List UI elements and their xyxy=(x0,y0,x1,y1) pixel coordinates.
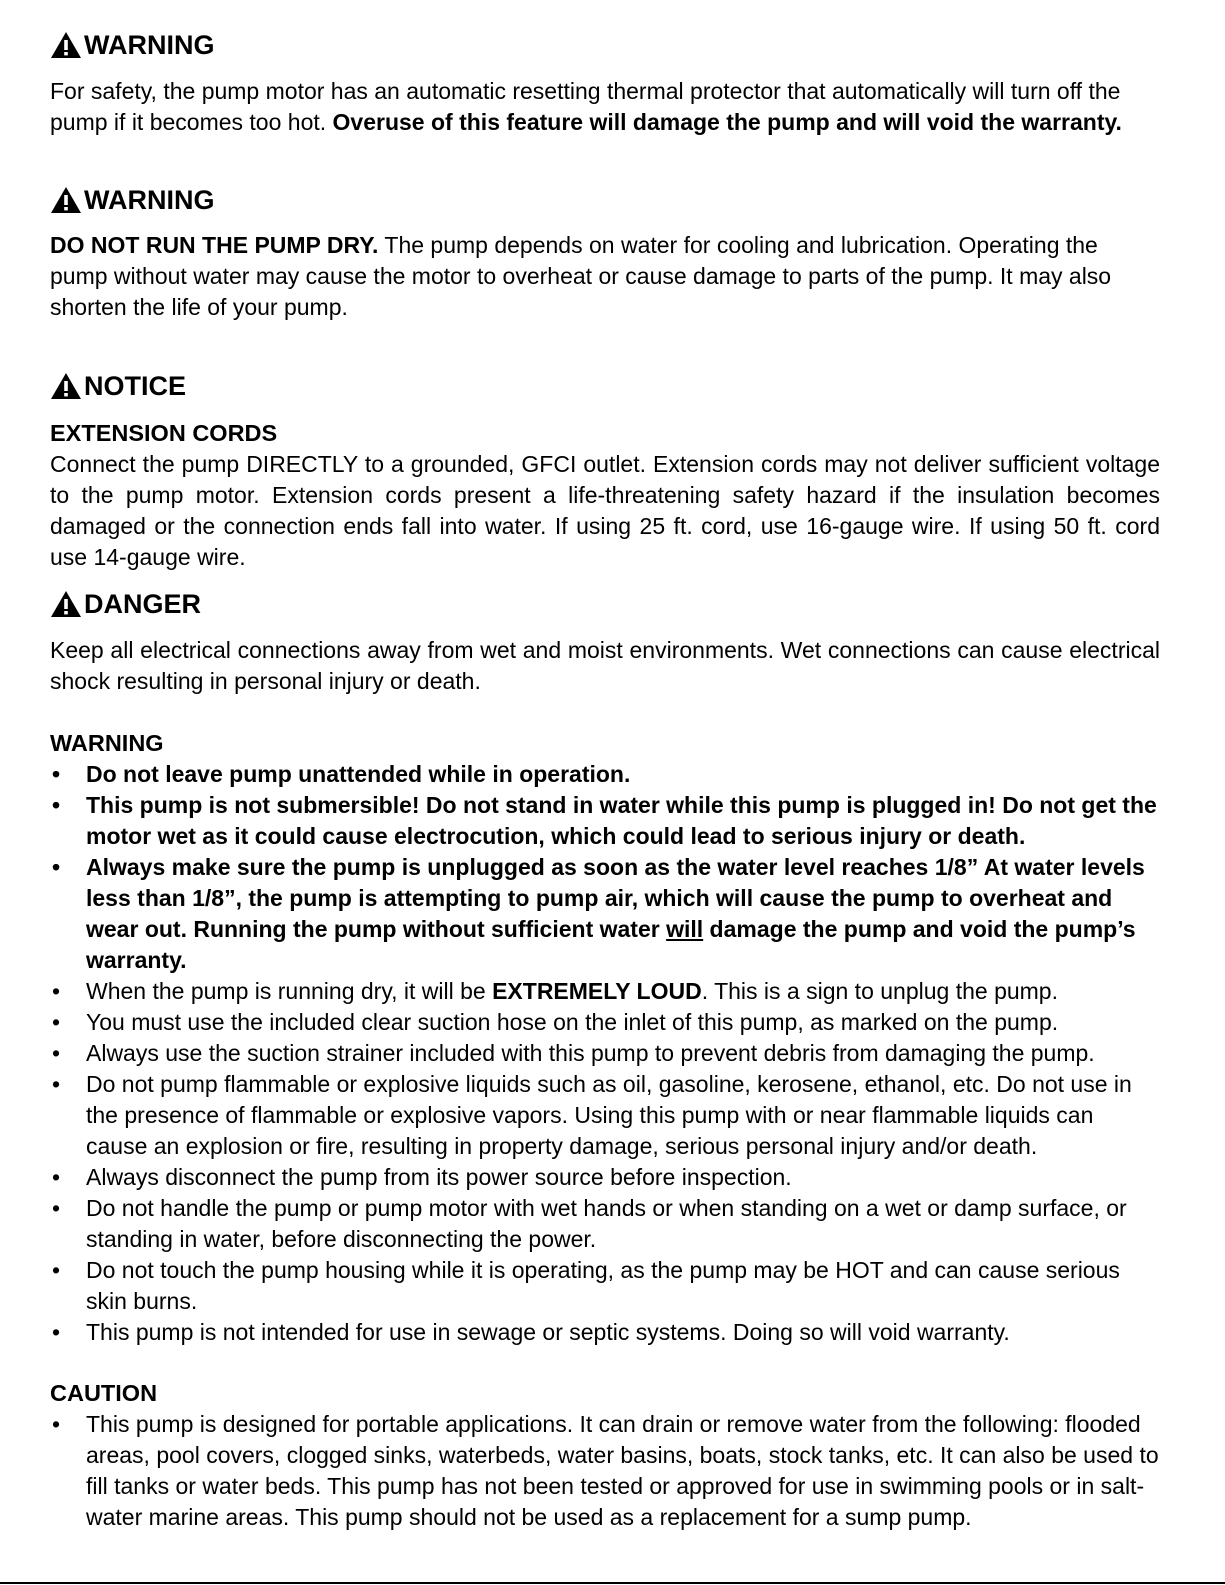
bullet-icon: • xyxy=(52,792,61,818)
list-item xyxy=(50,1162,1160,1193)
list-item-text: Do not pump flammable or explosive liquids such as oil, gasoline, kerosene, ethanol, etc. Do not use in the presence of flammable or explosive vapors. Using this pump with or near flammable liquids can cause an explosion or fire, resulting in property damage, serious personal injury and/or death. xyxy=(86,1071,1132,1159)
extremely-loud-text: EXTREMELY LOUD xyxy=(492,978,702,1004)
warning-thermal-text xyxy=(50,76,1160,138)
notice-heading xyxy=(50,371,1160,401)
warning-list-section xyxy=(50,728,1160,1348)
warning-triangle-icon xyxy=(50,590,82,618)
run-dry-explanation: The pump depends on water for cooling and lubrication. Operating the pump without water may cause the motor to overheat or cause damage to parts of the pump. It may also shorten the life of your pump. xyxy=(50,232,1112,320)
bullet-icon: • xyxy=(52,978,61,1004)
list-item-text: This pump is designed for portable applications. It can drain or remove water from the following: flooded areas, pool covers, clogged sinks, waterbeds, water basins, boats, stock tanks, etc. It can also be used to fill tanks or water beds. This pump has not been tested or approved for use in swimming pools or in salt-water marine areas. This pump should not be used as a replacement for a sump pump. xyxy=(86,1411,1159,1530)
list-item-text: Always disconnect the pump from its power source before inspection. xyxy=(86,1164,792,1190)
warning-list xyxy=(50,759,1160,1348)
page-bottom-rule xyxy=(0,1582,1225,1584)
do-not-run-dry-label: DO NOT RUN THE PUMP DRY. xyxy=(50,232,379,258)
danger-title: DANGER xyxy=(84,589,202,619)
list-item-text: . This is a sign to unplug the pump. xyxy=(701,978,1058,1004)
overuse-warning-text: Overuse of this feature will damage the pump and will void the warranty. xyxy=(332,109,1122,135)
list-item xyxy=(50,1193,1160,1255)
bullet-icon: • xyxy=(52,1257,61,1283)
bullet-icon: • xyxy=(52,1319,61,1345)
caution-title: CAUTION xyxy=(50,1380,158,1406)
list-item-text: When the pump is running dry, it will be xyxy=(86,978,493,1004)
warning-heading xyxy=(50,185,1160,215)
notice-section xyxy=(50,371,1160,573)
warning-title: WARNING xyxy=(84,30,215,60)
warning-triangle-icon xyxy=(50,31,82,59)
underlined-will-text: will xyxy=(666,916,704,942)
bullet-icon: • xyxy=(52,1164,61,1190)
list-item-text: You must use the included clear suction hose on the inlet of this pump, as marked on the pump. xyxy=(86,1009,1059,1035)
warning-section-2 xyxy=(50,185,1160,323)
run-dry-text xyxy=(50,230,1160,323)
bullet-icon: • xyxy=(52,761,61,787)
list-item-text: Do not handle the pump or pump motor with wet hands or when standing on a wet or damp surface, or standing in water, before disconnecting the power. xyxy=(86,1195,1127,1252)
bullet-icon: • xyxy=(52,1071,61,1097)
danger-section xyxy=(50,589,1160,697)
list-item xyxy=(50,759,1160,790)
warning-triangle-icon xyxy=(50,186,82,214)
list-item xyxy=(50,852,1160,976)
list-item-text: This pump is not intended for use in sewage or septic systems. Doing so will void warranty. xyxy=(86,1319,1010,1345)
list-item xyxy=(50,976,1160,1007)
list-item xyxy=(50,790,1160,852)
list-item xyxy=(50,1317,1160,1348)
list-item-text: Do not touch the pump housing while it is operating, as the pump may be HOT and can cause serious skin burns. xyxy=(86,1257,1120,1314)
list-item-text: Always use the suction strainer included with this pump to prevent debris from damaging the pump. xyxy=(86,1040,1095,1066)
extension-cords-subtitle: EXTENSION CORDS xyxy=(50,420,278,446)
list-item xyxy=(50,1007,1160,1038)
warning-heading xyxy=(50,30,1160,60)
warning-triangle-icon xyxy=(50,372,82,400)
warning-title: WARNING xyxy=(84,185,215,215)
list-item xyxy=(50,1409,1160,1533)
list-item-text: Do not leave pump unattended while in operation. xyxy=(86,761,631,787)
extension-cords-text: Connect the pump DIRECTLY to a grounded, GFCI outlet. Extension cords may not deliver sufficient voltage to the pump motor. Extension cords present a life-threatening safety hazard if the insulation becomes damaged or the connection ends fall into water. If using 25 ft. cord, use 16-gauge wire. If using 50 ft. cord use 14-gauge wire. xyxy=(50,451,1160,570)
danger-heading xyxy=(50,589,1160,619)
list-item-text: This pump is not submersible! Do not stand in water while this pump is plugged in! Do not get the motor wet as it could cause electrocution, which could lead to serious injury or death. xyxy=(86,792,1157,849)
warning-section-1 xyxy=(50,30,1160,138)
bullet-icon: • xyxy=(52,1009,61,1035)
thermal-protector-text: For safety, the pump motor has an automatic resetting thermal protector that automatically will turn off the pump if it becomes too hot. xyxy=(50,78,1121,135)
notice-title: NOTICE xyxy=(84,371,187,401)
bullet-icon: • xyxy=(52,1040,61,1066)
bullet-icon: • xyxy=(52,1195,61,1221)
electrical-connections-text: Keep all electrical connections away from wet and moist environments. Wet connections can cause electrical shock resulting in personal injury or death. xyxy=(50,637,1160,694)
list-item xyxy=(50,1038,1160,1069)
caution-section xyxy=(50,1378,1160,1533)
warning-list-title: WARNING xyxy=(50,730,164,756)
list-item-text: damage the pump and void the pump’s warranty. xyxy=(86,916,1136,973)
list-item xyxy=(50,1255,1160,1317)
list-item xyxy=(50,1069,1160,1162)
caution-list xyxy=(50,1409,1160,1533)
bullet-icon: • xyxy=(52,1411,61,1437)
list-item-text: Always make sure the pump is unplugged as soon as the water level reaches 1/8” At water levels less than 1/8”, the pump is attempting to pump air, which will cause the pump to overheat and wear out. Running the pump without sufficient water xyxy=(86,854,1145,942)
bullet-icon: • xyxy=(52,854,61,880)
